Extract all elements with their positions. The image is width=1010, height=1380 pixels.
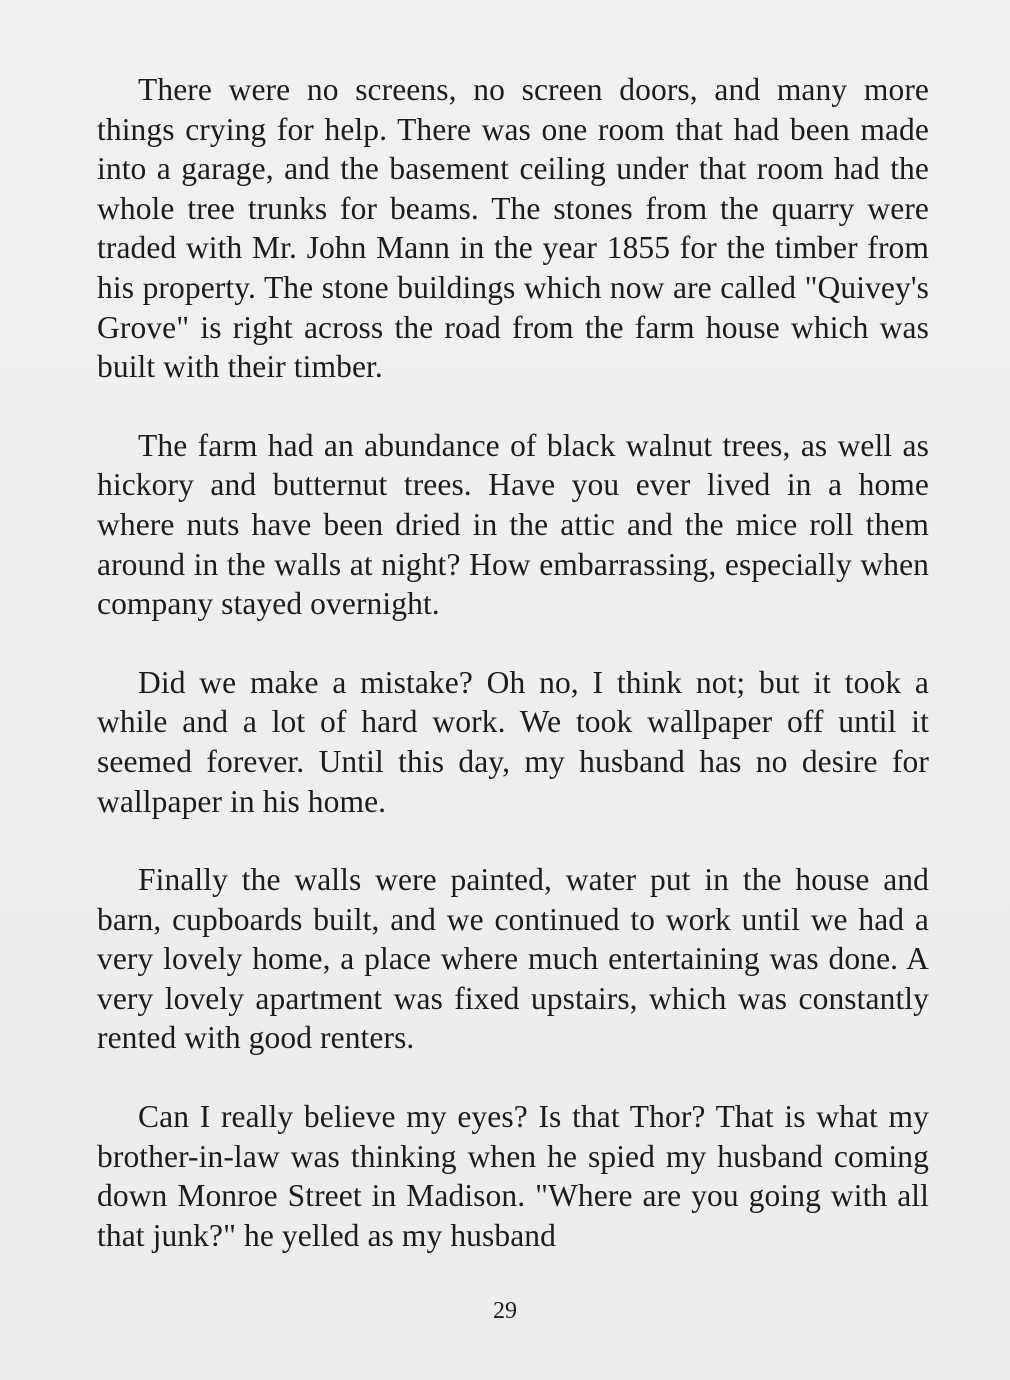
- body-text: [97, 70, 929, 1294]
- paragraph-walls-painted: Finally the walls were painted, water put in the house and barn, cupboards built, and we continued to work until we had a very lovely home, a place where much entertaining was done. A very lovely apartment was fixed upstairs, which was constantly rented with good renters.: [97, 862, 929, 1056]
- paragraph-thor: Can I really believe my eyes? Is that Thor? That is what my brother-in-law was thinking when he spied my husband coming down Monroe Street in Madison. "Where are you going with all that junk?" he yelled as my husband: [97, 1099, 929, 1253]
- paragraph-mistake: Did we make a mistake? Oh no, I think not; but it took a while and a lot of hard work. We took wallpaper off until it seemed forever. Until this day, my husband has no desire for wallpaper in his home.: [97, 664, 929, 819]
- paragraph-screens-and-timber: There were no screens, no screen doors, and many more things crying for help. There was one room that had been made into a garage, and the basement ceiling under that room had the whole tree trunks for beams. The stones from the quarry were traded with Mr. John Mann in the year 1855 for the timber from his property. The stone buildings which now are called "Quivey's Grove" is right across the road from the farm house which was built with their timber.: [97, 72, 929, 385]
- paragraph-walnut-trees: The farm had an abundance of black walnut trees, as well as hickory and butternut trees. Have you ever lived in a home where nuts have been dried in the attic and the mice roll them around in the walls at night? How embarrassing, especially when company stayed overnight.: [97, 427, 929, 622]
- page-number: 29: [493, 1298, 517, 1324]
